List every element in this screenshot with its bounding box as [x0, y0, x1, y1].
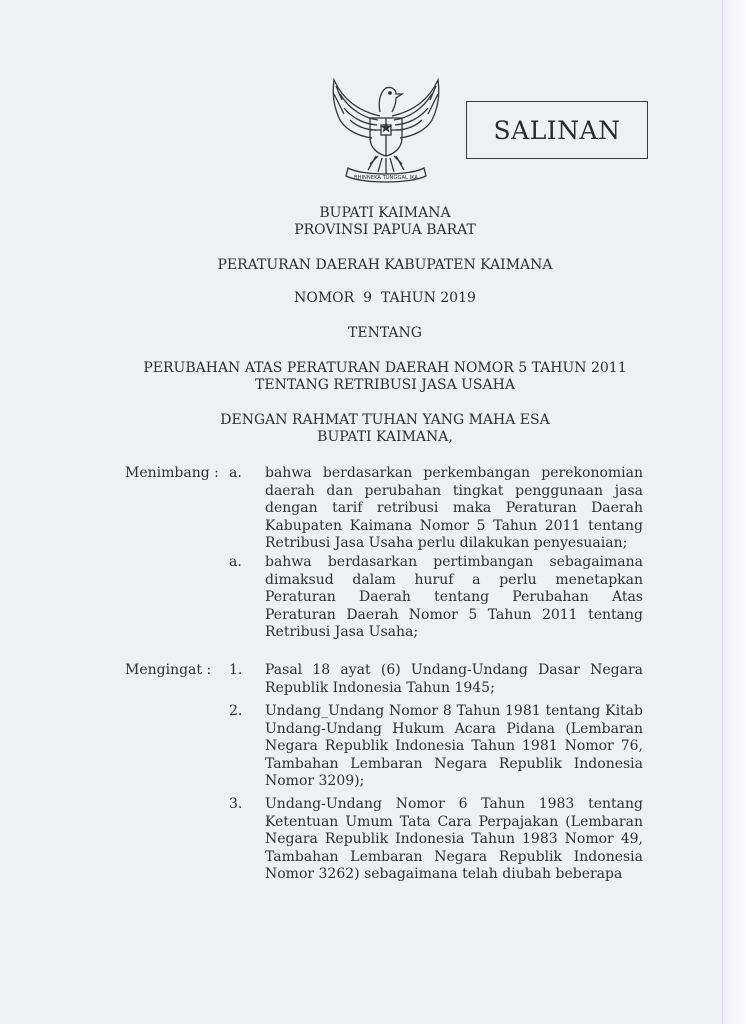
regulation-number: NOMOR 9 TAHUN 2019 — [294, 290, 476, 306]
mengingat-item-num: 3. — [229, 796, 243, 812]
salinan-stamp: SALINAN — [466, 101, 648, 159]
mengingat-item-num: 2. — [229, 703, 243, 719]
svg-text:BHINNEKA TUNGGAL IKA: BHINNEKA TUNGGAL IKA — [354, 175, 418, 181]
page-edge — [724, 0, 746, 1024]
blessing-line-2: BUPATI KAIMANA, — [317, 429, 453, 445]
regent-title: BUPATI KAIMANA — [319, 205, 451, 221]
mengingat-item-text: Undang-Undang Nomor 6 Tahun 1983 tentang Ketentuan Umum Tata Cara Perpajakan (Lembaran Negara Republik Indonesia Tahun 1983 Nomor 49, Tambahan Lembaran Negara Republik Indonesia Nomor 3262) sebagaimana telah diubah beberapa — [265, 796, 643, 882]
mengingat-item-text: Undang_Undang Nomor 8 Tahun 1981 tentang Kitab Undang-Undang Hukum Acara Pidana (Lembaran Negara Republik Indonesia Tahun 1981 Nomor 76, Tambahan Lembaran Negara Republik Indonesia Nomor 3209); — [265, 703, 643, 789]
blessing-line-1: DENGAN RAHMAT TUHAN YANG MAHA ESA — [220, 412, 550, 428]
subject-line-2: TENTANG RETRIBUSI JASA USAHA — [255, 377, 515, 393]
page-edge-line — [722, 0, 723, 1024]
mengingat-item-text: Pasal 18 ayat (6) Undang-Undang Dasar Negara Republik Indonesia Tahun 1945; — [265, 662, 643, 696]
mengingat-item-num: 1. — [229, 662, 243, 678]
province-title: PROVINSI PAPUA BARAT — [294, 222, 476, 238]
subject-line-1: PERUBAHAN ATAS PERATURAN DAERAH NOMOR 5 TAHUN 2011 — [143, 360, 627, 376]
menimbang-label: Menimbang : — [125, 465, 219, 481]
menimbang-item-num: a. — [229, 554, 242, 570]
garuda-emblem-icon — [322, 72, 450, 188]
about-heading: TENTANG — [348, 325, 422, 341]
menimbang-item-text: bahwa berdasarkan pertimbangan sebagaimana dimaksud dalam huruf a perlu menetapkan Peraturan Daerah tentang Perubahan Atas Peraturan Daerah Nomor 5 Tahun 2011 tentang Retribusi Jasa Usaha; — [265, 554, 643, 640]
regulation-title: PERATURAN DAERAH KABUPATEN KAIMANA — [217, 257, 553, 273]
mengingat-label: Mengingat : — [125, 662, 212, 678]
menimbang-item-text: bahwa berdasarkan perkembangan perekonomian daerah dan perubahan tingkat penggunaan jasa dengan tarif retribusi maka Peraturan Daerah Kabupaten Kaimana Nomor 5 Tahun 2011 tentang Retribusi Jasa Usaha perlu dilakukan penyesuaian; — [265, 465, 643, 551]
menimbang-item-num: a. — [229, 465, 242, 481]
